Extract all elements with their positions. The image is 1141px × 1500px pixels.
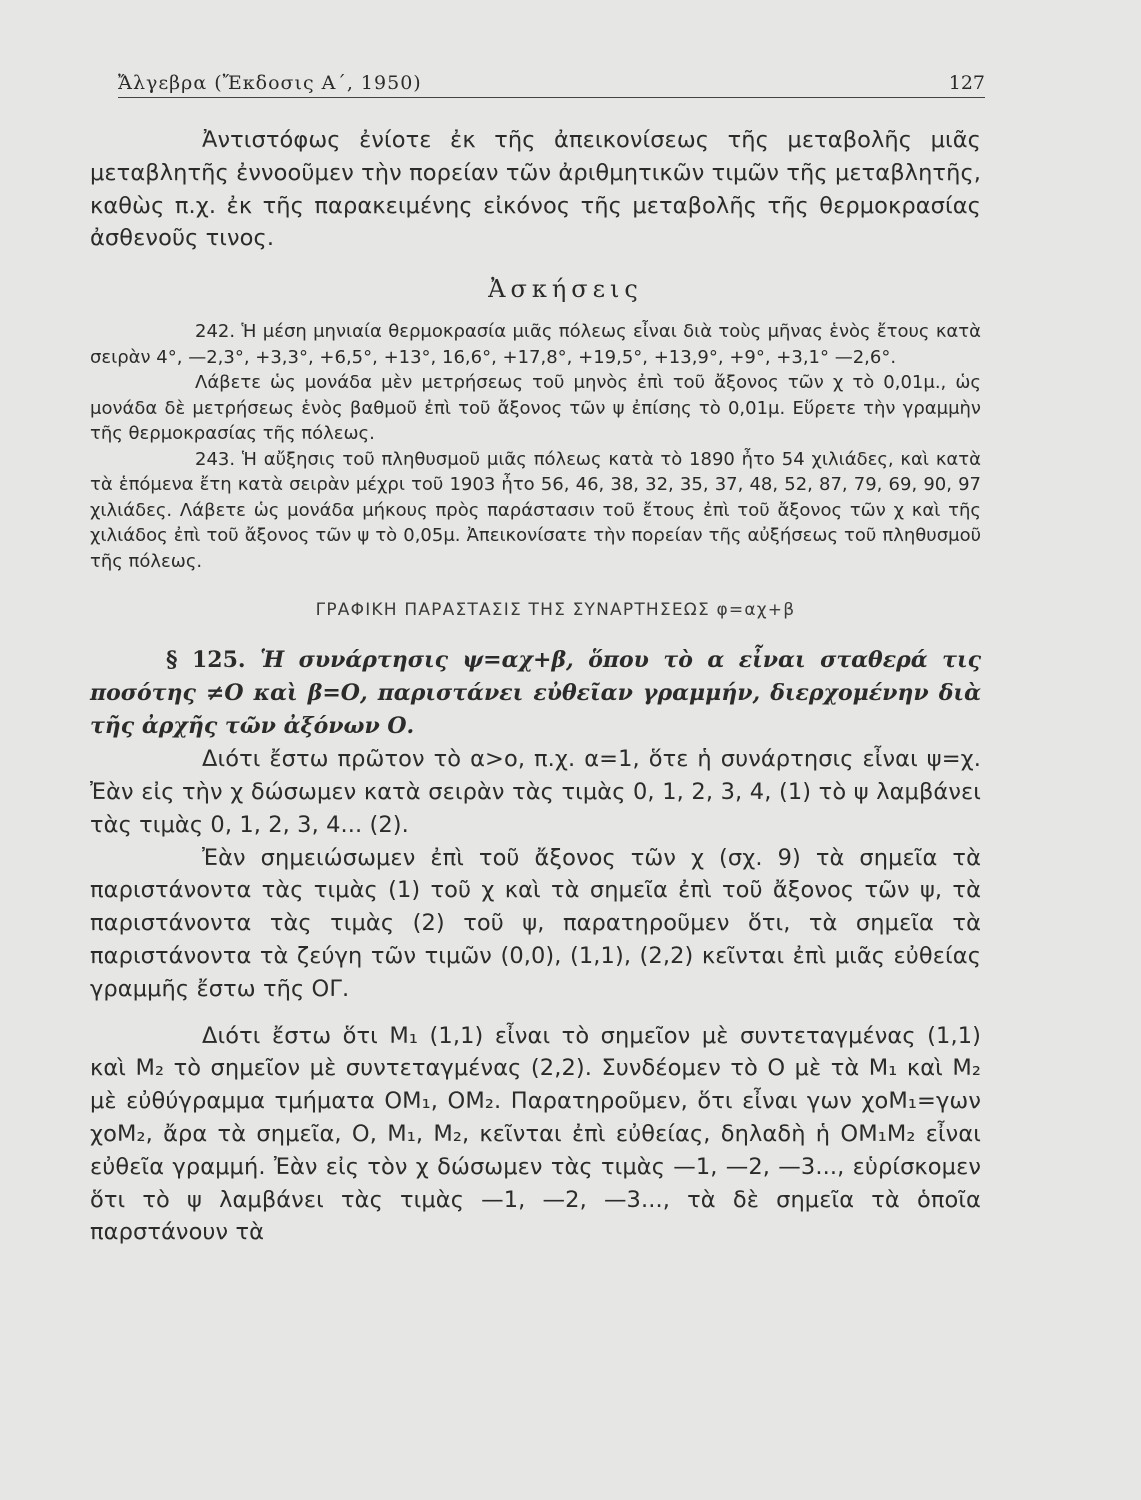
section-title: ΓΡΑΦΙΚΗ ΠΑΡΑΣΤΑΣΙΣ ΤΗΣ ΣΥΝΑΡΤΗΣΕΩΣ φ=αχ+β bbox=[315, 600, 796, 621]
proof-paragraph-1: Διότι ἔστω πρῶτον τὸ α>ο, π.χ. α=1, ὅτε ἡ συνάρτησις εἶναι ψ=χ. Ἐὰν εἰς τὴν χ δώσωμεν κατὰ σειρὰν τὰς τιμὰς 0, 1, 2, 3, 4, (1) τὸ ψ λαμβάνει τὰς τιμὰς 0, 1, 2, 3, 4... (2). bbox=[90, 746, 981, 838]
theorem-text: Ἡ συνάρτησις ψ=αχ+β, ὅπου τὸ α εἶναι σταθερά τις ποσότης ≠Ο καὶ β=Ο, παριστάνει εὐθεῖαν γραμμήν, διερχομένην διὰ τῆς ἀρχῆς τῶν ἀξόνων Ο. bbox=[90, 647, 981, 740]
exercises-block bbox=[90, 319, 981, 574]
proof-paragraph-2: Ἐὰν σημειώσωμεν ἐπὶ τοῦ ἄξονος τῶν χ (σχ. 9) τὰ σημεῖα τὰ παριστάνοντα τὰς τιμὰς (1) τοῦ χ καὶ τὰ σημεῖα ἐπὶ τοῦ ἄξονος τῶν ψ, τὰ παριστάνοντα τὰς τιμὰς (2) τοῦ ψ, παρατηροῦμεν ὅτι, τὰ σημεῖα τὰ παριστάνοντα τὰ ζεύγη τῶν τιμῶν (0,0), (1,1), (2,2) κεῖνται ἐπὶ μιᾶς εὐθείας γραμμῆς ἔστω τῆς ΟΓ. bbox=[90, 844, 981, 1002]
intro-paragraph: Ἀντιστόφως ἐνίοτε ἐκ τῆς ἀπεικονίσεως τῆς μεταβολῆς μιᾶς μεταβλητῆς ἐννοοῦμεν τὴν πορείαν τῶν ἀριθμητικῶν τιμῶν τῆς μεταβλητῆς, καθὼς π.χ. ἐκ τῆς παρακειμένης εἰκόνος τῆς μεταβολῆς τῆς θερμοκρασίας ἀσθενοῦς τινος. bbox=[90, 127, 981, 252]
exercise-242-instructions: Λάβετε ὡς μονάδα μὲν μετρήσεως τοῦ μηνὸς ἐπὶ τοῦ ἄξονος τῶν χ τὸ 0,01μ., ὡς μονάδα δὲ μετρήσεως ἑνὸς βαθμοῦ ἐπὶ τοῦ ἄξονος τῶν ψ ἐπίσης τὸ 0,01μ. Εὕρετε τὴν γραμμὴν τῆς θερμοκρασίας τῆς πόλεως. bbox=[90, 372, 981, 445]
proof-paragraph-3: Διότι ἔστω ὅτι Μ₁ (1,1) εἶναι τὸ σημεῖον μὲ συντεταγμένας (1,1) καὶ Μ₂ τὸ σημεῖον μὲ συντεταγμένας (2,2). Συνδέομεν τὸ Ο μὲ τὰ Μ₁ καὶ Μ₂ μὲ εὐθύγραμμα τμήματα ΟΜ₁, ΟΜ₂. Παρατηροῦμεν, ὅτι εἶναι γων χοΜ₁=γων χοΜ₂, ἄρα τὰ σημεῖα, Ο, Μ₁, Μ₂, κεῖνται ἐπὶ εὐθείας, δηλαδὴ ἡ ΟΜ₁Μ₂ εἶναι εὐθεῖα γραμμή. Ἐὰν εἰς τὸν χ δώσωμεν τὰς τιμὰς —1, —2, —3..., εὑρίσκομεν ὅτι τὸ ψ λαμβάνει τὰς τιμὰς —1, —2, —3..., τὰ δὲ σημεῖα τὰ ὁποῖα παρστάνουν τὰ bbox=[90, 1022, 981, 1246]
exercises-heading: Ἀσκήσεις bbox=[488, 275, 643, 304]
header-title: Ἄλγεβρα (Ἔκδοσις Α΄, 1950) bbox=[118, 72, 422, 94]
exercise-243: 243. Ἡ αὔξησις τοῦ πληθυσμοῦ μιᾶς πόλεως κατὰ τὸ 1890 ἦτο 54 χιλιάδες, καὶ κατὰ τὰ ἑπόμενα ἔτη κατὰ σειρὰν μέχρι τοῦ 1903 ἦτο 56, 46, 38, 32, 35, 37, 48, 52, 87, 79, 69, 90, 97 χιλιάδες. Λάβετε ὡς μονάδα μήκους πρὸς παράστασιν τοῦ ἔτους ἐπὶ τοῦ ἄξονος τῶν χ καὶ τῆς χιλιάδος ἐπὶ τοῦ ἄξονος τῶν ψ τὸ 0,05μ. Ἀπεικονίσατε τὴν πορείαν τῆς αὐξήσεως τοῦ πληθυσμοῦ τῆς πόλεως. bbox=[90, 448, 981, 572]
page-number: 127 bbox=[948, 72, 985, 94]
theorem-number: § 125. bbox=[166, 647, 246, 674]
theorem-125 bbox=[90, 644, 981, 743]
running-header bbox=[118, 72, 985, 98]
exercise-242: 242. Ἡ μέση μηνιαία θερμοκρασία μιᾶς πόλεως εἶναι διὰ τοὺς μῆνας ἑνὸς ἔτους κατὰ σειρὰν 4°, —2,3°, +3,3°, +6,5°, +13°, 16,6°, +17,8°, +19,5°, +13,9°, +9°, +3,1° —2,6°. bbox=[90, 321, 981, 368]
